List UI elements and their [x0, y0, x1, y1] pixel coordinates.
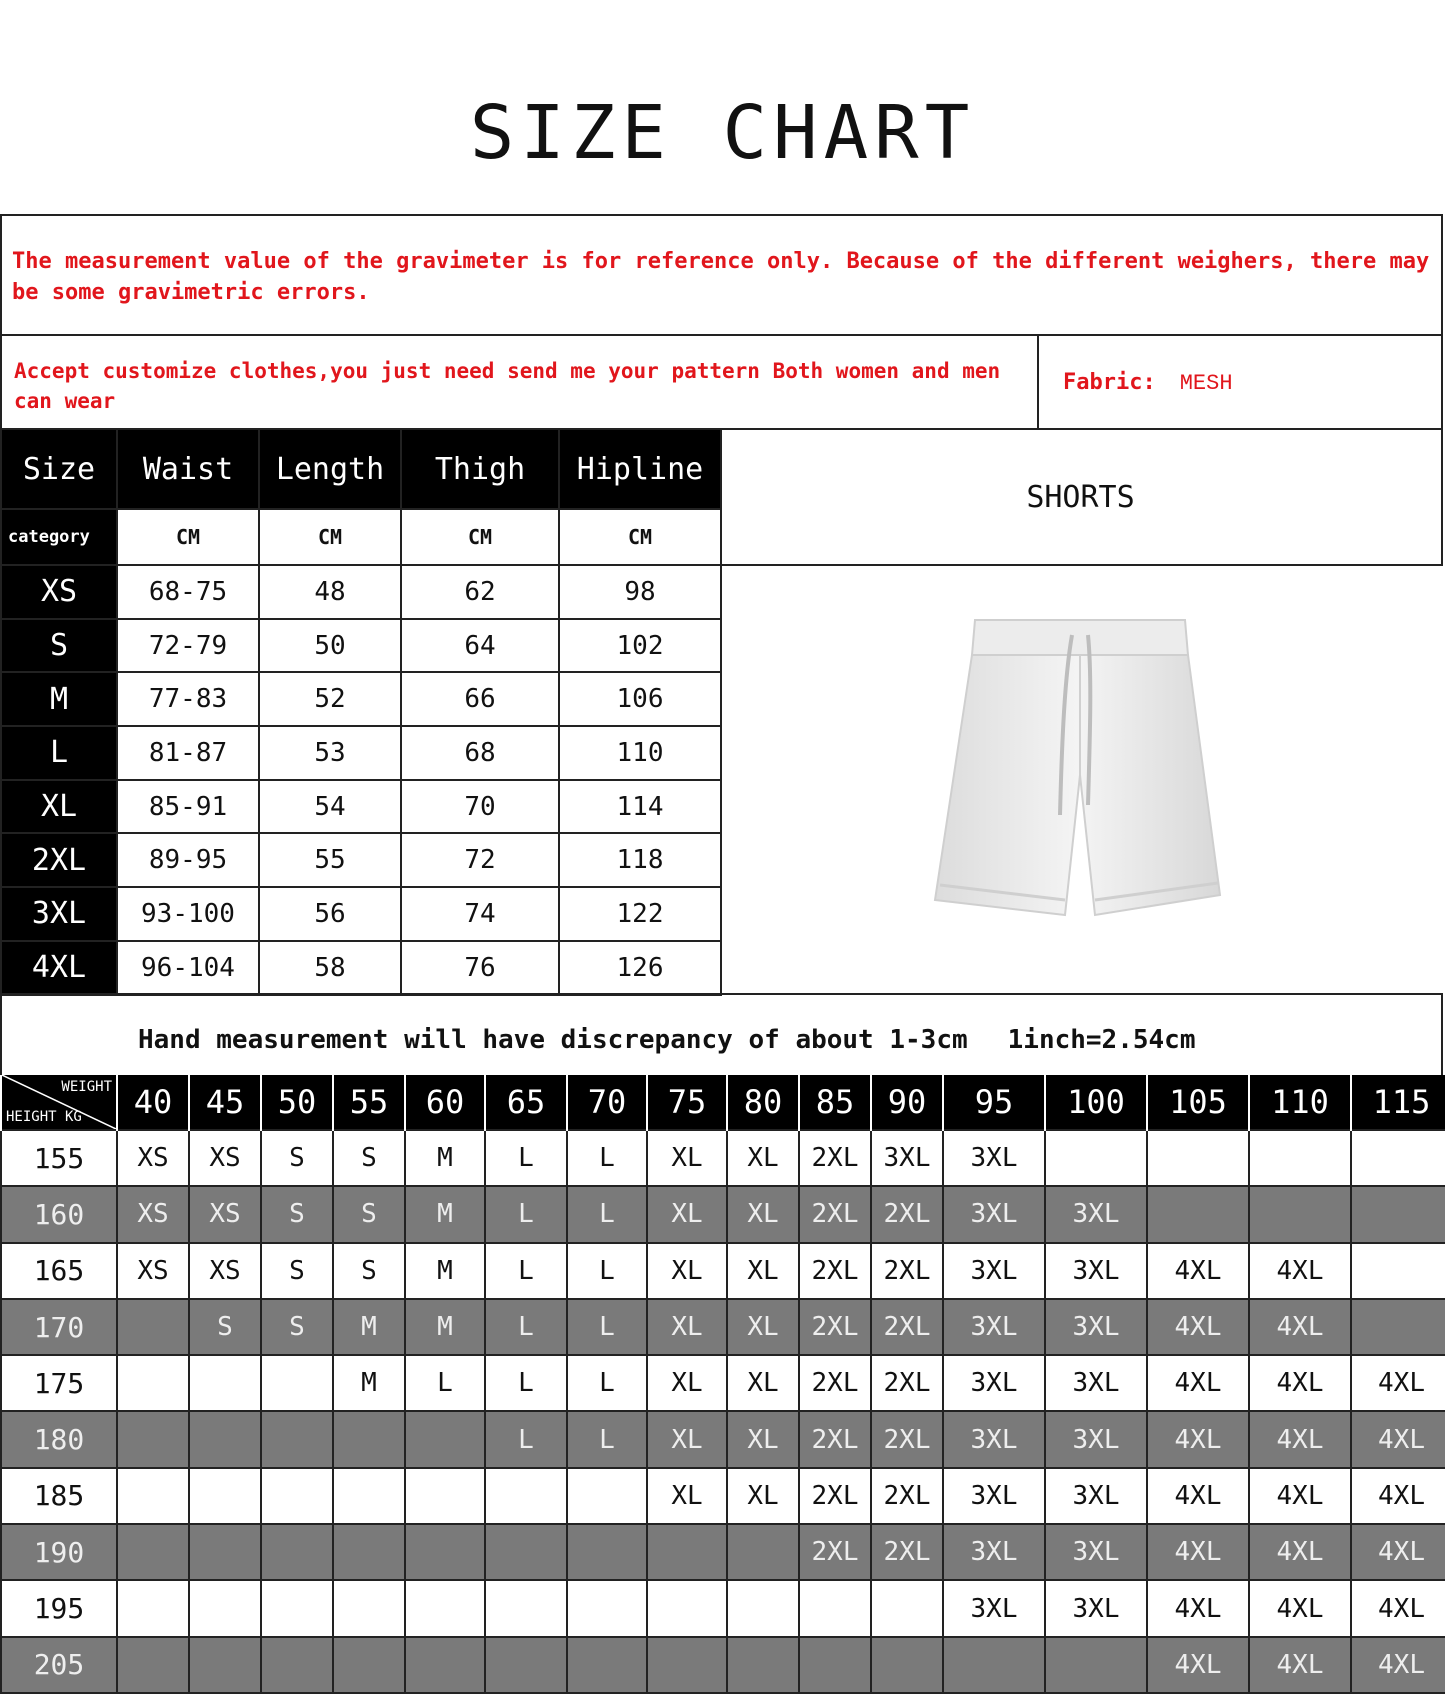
size-cell: S — [261, 1243, 333, 1299]
height-cell: 190 — [1, 1524, 117, 1580]
size-cell — [485, 1524, 567, 1580]
size-cell — [567, 1637, 647, 1693]
spec-header-row — [1, 429, 721, 509]
size-cell — [1351, 1130, 1445, 1186]
size-cell — [333, 1524, 405, 1580]
height-row — [1, 1355, 1445, 1411]
fabric-label: Fabric: — [1063, 370, 1156, 395]
size-cell — [261, 1524, 333, 1580]
height-row — [1, 1411, 1445, 1467]
size-cell: M — [405, 1130, 485, 1186]
height-row — [1, 1299, 1445, 1355]
spec-value-cell: 98 — [559, 565, 721, 619]
size-cell: 4XL — [1147, 1580, 1249, 1636]
spec-value-cell: 81-87 — [117, 726, 259, 780]
size-cell — [799, 1580, 871, 1636]
spec-unit-thigh: CM — [401, 509, 559, 565]
size-cell — [189, 1580, 261, 1636]
size-cell — [567, 1524, 647, 1580]
spec-size-cell: M — [1, 672, 117, 726]
size-cell: S — [261, 1130, 333, 1186]
size-cell: L — [485, 1411, 567, 1467]
size-cell — [261, 1468, 333, 1524]
weight-header-cell: 115 — [1351, 1075, 1445, 1130]
height-cell: 155 — [1, 1130, 117, 1186]
height-cell: 160 — [1, 1186, 117, 1242]
size-cell — [189, 1524, 261, 1580]
height-cell: 165 — [1, 1243, 117, 1299]
size-cell: 2XL — [871, 1355, 943, 1411]
size-cell: XL — [727, 1468, 799, 1524]
height-weight-grid — [0, 1075, 1445, 1694]
size-cell — [647, 1524, 727, 1580]
weight-header-cell: 60 — [405, 1075, 485, 1130]
spec-value-cell: 89-95 — [117, 833, 259, 887]
size-cell — [333, 1637, 405, 1693]
height-row — [1, 1186, 1445, 1242]
weight-header-cell: 40 — [117, 1075, 189, 1130]
size-cell — [117, 1580, 189, 1636]
size-cell — [485, 1637, 567, 1693]
size-cell: 3XL — [943, 1130, 1045, 1186]
size-cell: 4XL — [1249, 1243, 1351, 1299]
size-cell: 2XL — [871, 1299, 943, 1355]
size-cell: 2XL — [799, 1524, 871, 1580]
height-row — [1, 1468, 1445, 1524]
spec-size-cell: XS — [1, 565, 117, 619]
spec-value-cell: 62 — [401, 565, 559, 619]
spec-row — [1, 565, 721, 619]
size-cell — [261, 1355, 333, 1411]
height-row — [1, 1130, 1445, 1186]
size-cell — [647, 1637, 727, 1693]
size-cell: 3XL — [1045, 1355, 1147, 1411]
size-cell — [405, 1580, 485, 1636]
height-cell: 180 — [1, 1411, 117, 1467]
size-cell: 4XL — [1249, 1468, 1351, 1524]
weight-header-cell: 70 — [567, 1075, 647, 1130]
height-cell: 175 — [1, 1355, 117, 1411]
size-cell — [261, 1637, 333, 1693]
size-cell: XL — [647, 1411, 727, 1467]
weight-header-cell: 105 — [1147, 1075, 1249, 1130]
size-cell: 4XL — [1147, 1637, 1249, 1693]
size-cell — [1045, 1637, 1147, 1693]
size-cell: XL — [727, 1130, 799, 1186]
size-cell — [405, 1524, 485, 1580]
discrepancy-note: Hand measurement will have discrepancy of about 1-3cm — [138, 1025, 968, 1055]
size-cell: 4XL — [1147, 1411, 1249, 1467]
size-cell — [117, 1355, 189, 1411]
size-cell: 3XL — [943, 1411, 1045, 1467]
size-cell: 3XL — [1045, 1243, 1147, 1299]
size-cell — [189, 1468, 261, 1524]
size-cell — [727, 1637, 799, 1693]
size-cell: 3XL — [1045, 1411, 1147, 1467]
spec-value-cell: 118 — [559, 833, 721, 887]
spec-header-size: Size — [1, 429, 117, 509]
spec-header-length: Length — [259, 429, 401, 509]
size-cell — [1351, 1243, 1445, 1299]
height-cell: 170 — [1, 1299, 117, 1355]
customize-notice: Accept customize clothes,you just need send me your pattern Both women and men can wear — [0, 334, 1039, 430]
size-cell: 4XL — [1351, 1355, 1445, 1411]
size-cell: 4XL — [1147, 1524, 1249, 1580]
height-cell: 195 — [1, 1580, 117, 1636]
size-cell: XS — [117, 1130, 189, 1186]
measurement-notice: The measurement value of the gravimeter is for reference only. Because of the different weighers, there may be some gravimetric errors. — [0, 214, 1443, 336]
size-cell — [727, 1524, 799, 1580]
size-cell: XL — [647, 1468, 727, 1524]
weight-header-cell: 95 — [943, 1075, 1045, 1130]
spec-row — [1, 672, 721, 726]
size-cell: 2XL — [871, 1468, 943, 1524]
size-cell — [647, 1580, 727, 1636]
spec-row — [1, 887, 721, 941]
size-cell: M — [333, 1355, 405, 1411]
size-cell: 4XL — [1249, 1299, 1351, 1355]
size-cell: S — [333, 1186, 405, 1242]
spec-value-cell: 93-100 — [117, 887, 259, 941]
size-cell — [1147, 1186, 1249, 1242]
spec-value-cell: 114 — [559, 780, 721, 834]
spec-value-cell: 52 — [259, 672, 401, 726]
size-cell: L — [567, 1355, 647, 1411]
size-cell — [333, 1411, 405, 1467]
size-cell: 2XL — [799, 1299, 871, 1355]
size-cell: 3XL — [943, 1355, 1045, 1411]
size-cell: L — [485, 1186, 567, 1242]
size-cell: 4XL — [1249, 1580, 1351, 1636]
size-cell: 2XL — [799, 1355, 871, 1411]
spec-value-cell: 77-83 — [117, 672, 259, 726]
spec-row — [1, 780, 721, 834]
size-cell — [799, 1637, 871, 1693]
weight-header-cell: 75 — [647, 1075, 727, 1130]
size-cell — [1249, 1130, 1351, 1186]
size-cell: S — [261, 1186, 333, 1242]
weight-header-cell: 85 — [799, 1075, 871, 1130]
size-cell: 3XL — [943, 1299, 1045, 1355]
size-cell — [1147, 1130, 1249, 1186]
height-cell: 185 — [1, 1468, 117, 1524]
size-cell: 2XL — [799, 1468, 871, 1524]
shorts-photo-icon — [920, 615, 1240, 945]
size-cell: XL — [647, 1130, 727, 1186]
weight-header-cell: 110 — [1249, 1075, 1351, 1130]
size-cell: 4XL — [1147, 1468, 1249, 1524]
size-cell: 4XL — [1147, 1243, 1249, 1299]
grid-corner-cell — [1, 1075, 117, 1130]
size-cell: XL — [727, 1355, 799, 1411]
size-cell: 4XL — [1351, 1637, 1445, 1693]
size-cell: L — [567, 1411, 647, 1467]
spec-unit-row — [1, 509, 721, 565]
size-cell — [405, 1637, 485, 1693]
size-cell: XL — [727, 1243, 799, 1299]
size-cell: 3XL — [1045, 1468, 1147, 1524]
spec-value-cell: 70 — [401, 780, 559, 834]
weight-header-cell: 50 — [261, 1075, 333, 1130]
size-cell — [189, 1637, 261, 1693]
weight-header-cell: 80 — [727, 1075, 799, 1130]
size-cell: 2XL — [871, 1524, 943, 1580]
size-cell — [189, 1355, 261, 1411]
spec-header-hipline: Hipline — [559, 429, 721, 509]
size-cell: XL — [647, 1355, 727, 1411]
corner-weight-label: WEIGHT — [61, 1079, 112, 1095]
hand-measurement-note — [0, 993, 1443, 1077]
size-cell — [943, 1637, 1045, 1693]
page-title: SIZE CHART — [469, 90, 976, 176]
spec-value-cell: 56 — [259, 887, 401, 941]
size-cell: 3XL — [943, 1186, 1045, 1242]
size-cell — [485, 1580, 567, 1636]
size-cell — [405, 1468, 485, 1524]
spec-header-waist: Waist — [117, 429, 259, 509]
size-cell: L — [567, 1243, 647, 1299]
size-cell: L — [485, 1243, 567, 1299]
fabric-info — [1037, 334, 1443, 430]
spec-value-cell: 55 — [259, 833, 401, 887]
weight-header-cell: 65 — [485, 1075, 567, 1130]
weight-header-cell: 45 — [189, 1075, 261, 1130]
size-cell: 3XL — [1045, 1299, 1147, 1355]
size-cell: 2XL — [871, 1411, 943, 1467]
size-cell: S — [333, 1130, 405, 1186]
size-cell — [405, 1411, 485, 1467]
spec-value-cell: 102 — [559, 619, 721, 673]
size-cell: L — [485, 1130, 567, 1186]
size-cell: 3XL — [1045, 1524, 1147, 1580]
spec-value-cell: 85-91 — [117, 780, 259, 834]
size-cell: 4XL — [1249, 1411, 1351, 1467]
size-spec-table — [0, 428, 722, 996]
size-cell: 2XL — [799, 1130, 871, 1186]
size-cell — [261, 1411, 333, 1467]
size-cell: M — [405, 1186, 485, 1242]
size-cell — [567, 1580, 647, 1636]
spec-value-cell: 66 — [401, 672, 559, 726]
size-cell — [117, 1299, 189, 1355]
spec-value-cell: 72-79 — [117, 619, 259, 673]
size-cell: 3XL — [943, 1243, 1045, 1299]
size-cell: L — [567, 1299, 647, 1355]
size-cell: L — [567, 1130, 647, 1186]
size-cell: 3XL — [943, 1468, 1045, 1524]
size-cell: XL — [727, 1411, 799, 1467]
spec-value-cell: 48 — [259, 565, 401, 619]
size-cell: 3XL — [871, 1130, 943, 1186]
height-row — [1, 1524, 1445, 1580]
spec-size-cell: L — [1, 726, 117, 780]
size-cell: 2XL — [871, 1243, 943, 1299]
spec-value-cell: 64 — [401, 619, 559, 673]
height-cell: 205 — [1, 1637, 117, 1693]
spec-value-cell: 68-75 — [117, 565, 259, 619]
size-cell: 2XL — [871, 1186, 943, 1242]
size-cell — [333, 1580, 405, 1636]
size-cell: 4XL — [1351, 1580, 1445, 1636]
size-cell: 3XL — [943, 1524, 1045, 1580]
size-cell: XL — [727, 1299, 799, 1355]
size-cell: M — [405, 1299, 485, 1355]
spec-value-cell: 74 — [401, 887, 559, 941]
spec-value-cell: 122 — [559, 887, 721, 941]
size-cell — [1351, 1186, 1445, 1242]
size-cell: XS — [189, 1243, 261, 1299]
size-cell — [871, 1637, 943, 1693]
size-cell: XL — [647, 1186, 727, 1242]
size-cell — [485, 1468, 567, 1524]
size-cell: 2XL — [799, 1243, 871, 1299]
size-cell: XL — [727, 1186, 799, 1242]
spec-row — [1, 619, 721, 673]
weight-header-cell: 90 — [871, 1075, 943, 1130]
spec-value-cell: 58 — [259, 941, 401, 995]
product-label: SHORTS — [720, 428, 1443, 566]
size-cell: XL — [647, 1299, 727, 1355]
size-cell — [117, 1637, 189, 1693]
spec-value-cell: 126 — [559, 941, 721, 995]
spec-size-cell: XL — [1, 780, 117, 834]
corner-height-label: HEIGHT KG — [6, 1109, 82, 1125]
spec-value-cell: 68 — [401, 726, 559, 780]
size-cell: 4XL — [1249, 1637, 1351, 1693]
size-cell: S — [333, 1243, 405, 1299]
spec-size-cell: 2XL — [1, 833, 117, 887]
fabric-value: MESH — [1179, 371, 1233, 396]
size-cell: S — [189, 1299, 261, 1355]
size-cell: 4XL — [1351, 1468, 1445, 1524]
size-cell — [1351, 1299, 1445, 1355]
size-cell — [871, 1580, 943, 1636]
spec-value-cell: 110 — [559, 726, 721, 780]
size-cell: 2XL — [799, 1411, 871, 1467]
spec-header-thigh: Thigh — [401, 429, 559, 509]
spec-value-cell: 53 — [259, 726, 401, 780]
size-cell: L — [405, 1355, 485, 1411]
spec-size-cell: 3XL — [1, 887, 117, 941]
weight-header-cell: 55 — [333, 1075, 405, 1130]
spec-value-cell: 76 — [401, 941, 559, 995]
size-cell — [333, 1468, 405, 1524]
size-cell: 4XL — [1147, 1355, 1249, 1411]
size-cell: XS — [189, 1130, 261, 1186]
size-cell: 4XL — [1249, 1355, 1351, 1411]
size-cell — [567, 1468, 647, 1524]
size-cell: XS — [117, 1186, 189, 1242]
spec-value-cell: 72 — [401, 833, 559, 887]
size-cell: 3XL — [1045, 1186, 1147, 1242]
spec-size-cell: S — [1, 619, 117, 673]
spec-unit-waist: CM — [117, 509, 259, 565]
size-cell: 4XL — [1351, 1524, 1445, 1580]
spec-row — [1, 833, 721, 887]
spec-unit-length: CM — [259, 509, 401, 565]
size-cell: 3XL — [943, 1580, 1045, 1636]
size-cell: XL — [647, 1243, 727, 1299]
inch-conversion-note: 1inch=2.54cm — [1007, 1025, 1196, 1055]
size-cell: 2XL — [799, 1186, 871, 1242]
size-cell: S — [261, 1299, 333, 1355]
height-row — [1, 1637, 1445, 1693]
size-cell: L — [485, 1299, 567, 1355]
spec-value-cell: 50 — [259, 619, 401, 673]
weight-header-row — [1, 1075, 1445, 1130]
spec-unit-category: category — [1, 509, 117, 565]
size-cell — [727, 1580, 799, 1636]
spec-row — [1, 941, 721, 995]
size-cell — [117, 1524, 189, 1580]
size-cell: 3XL — [1045, 1580, 1147, 1636]
size-cell: 4XL — [1249, 1524, 1351, 1580]
height-row — [1, 1580, 1445, 1636]
size-cell: M — [405, 1243, 485, 1299]
size-cell — [1045, 1130, 1147, 1186]
size-cell — [1249, 1186, 1351, 1242]
weight-header-cell: 100 — [1045, 1075, 1147, 1130]
spec-value-cell: 96-104 — [117, 941, 259, 995]
spec-size-cell: 4XL — [1, 941, 117, 995]
size-cell: 4XL — [1147, 1299, 1249, 1355]
size-cell — [117, 1468, 189, 1524]
size-cell: L — [485, 1355, 567, 1411]
size-cell — [117, 1411, 189, 1467]
spec-unit-hipline: CM — [559, 509, 721, 565]
size-cell — [261, 1580, 333, 1636]
size-cell: M — [333, 1299, 405, 1355]
spec-row — [1, 726, 721, 780]
size-cell: 4XL — [1351, 1411, 1445, 1467]
size-cell: XS — [189, 1186, 261, 1242]
size-cell: XS — [117, 1243, 189, 1299]
height-row — [1, 1243, 1445, 1299]
size-cell — [189, 1411, 261, 1467]
size-cell: L — [567, 1186, 647, 1242]
spec-value-cell: 54 — [259, 780, 401, 834]
spec-value-cell: 106 — [559, 672, 721, 726]
